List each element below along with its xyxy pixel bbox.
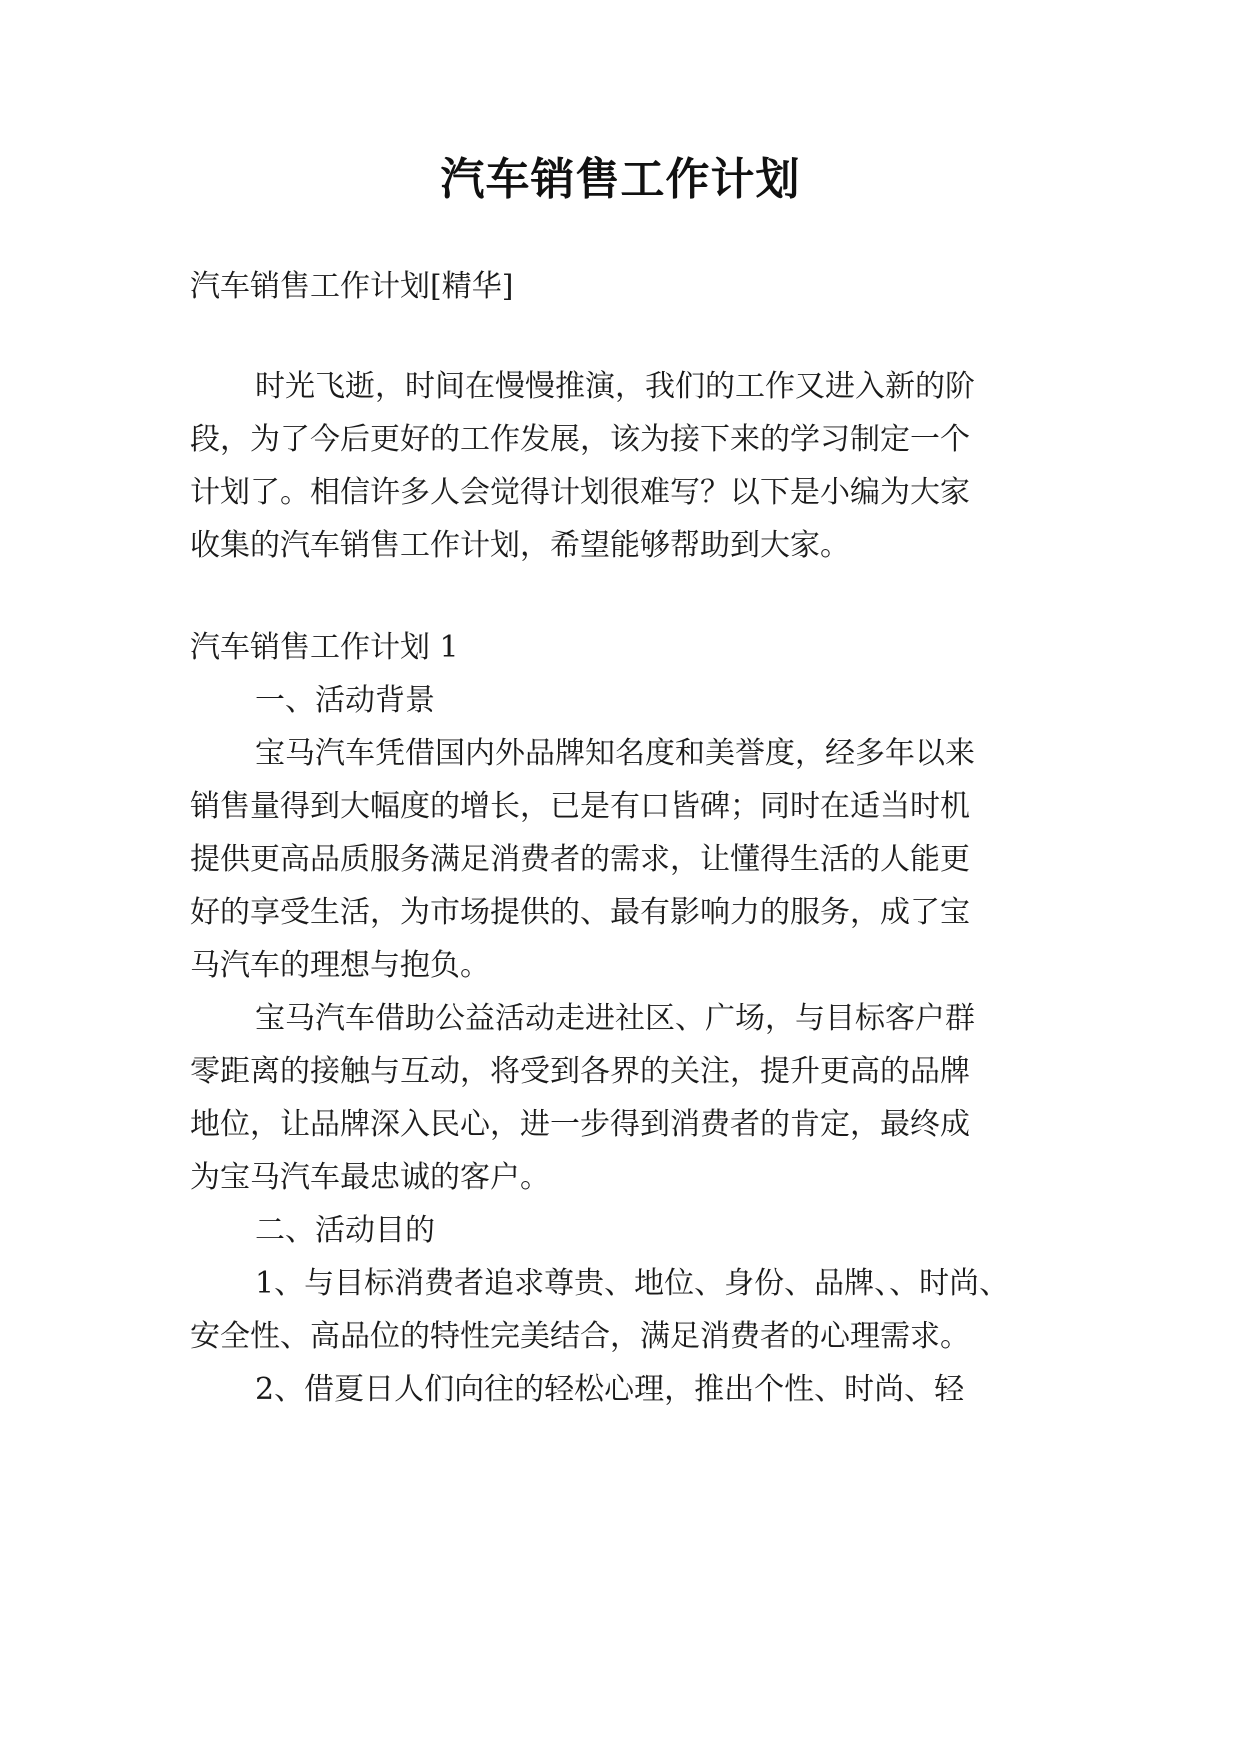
paragraph-line: 销售量得到大幅度的增长，已是有口皆碑；同时在适当时机 — [190, 789, 970, 824]
purpose-item-1-line-2: 安全性、高品位的特性完美结合，满足消费者的心理需求。 — [190, 1319, 970, 1354]
paragraph-line: 好的享受生活，为市场提供的、最有影响力的服务，成了宝 — [190, 895, 970, 930]
paragraph-line: 为宝马汽车最忠诚的客户。 — [190, 1160, 550, 1195]
purpose-item-1-line-1: 1、与目标消费者追求尊贵、地位、身份、品牌、、时尚、 — [255, 1266, 1010, 1301]
paragraph-line: 马汽车的理想与抱负。 — [190, 948, 490, 983]
heading-activity-purpose: 二、活动目的 — [255, 1213, 435, 1248]
paragraph-line: 宝马汽车借助公益活动走进社区、广场，与目标客户群 — [255, 1001, 975, 1036]
purpose-item-2-line-1: 2、借夏日人们向往的轻松心理，推出个性、时尚、轻 — [255, 1372, 965, 1407]
intro-line-4: 收集的汽车销售工作计划，希望能够帮助到大家。 — [190, 528, 850, 563]
intro-line-1: 时光飞逝，时间在慢慢推演，我们的工作又进入新的阶 — [255, 369, 975, 404]
document-title: 汽车销售工作计划 — [440, 154, 801, 205]
intro-line-2: 段，为了今后更好的工作发展，该为接下来的学习制定一个 — [190, 422, 970, 457]
heading-activity-background: 一、活动背景 — [255, 683, 435, 718]
paragraph-line: 零距离的接触与互动，将受到各界的关注，提升更高的品牌 — [190, 1054, 970, 1089]
paragraph-line: 地位，让品牌深入民心，进一步得到消费者的肯定，最终成 — [190, 1107, 970, 1142]
paragraph-line: 宝马汽车凭借国内外品牌知名度和美誉度，经多年以来 — [255, 736, 975, 771]
intro-line-3: 计划了。相信许多人会觉得计划很难写？以下是小编为大家 — [190, 475, 970, 510]
section-heading-plan-1: 汽车销售工作计划 1 — [190, 630, 459, 665]
paragraph-line: 提供更高品质服务满足消费者的需求，让懂得生活的人能更 — [190, 842, 970, 877]
document-subtitle: 汽车销售工作计划[精华] — [190, 269, 514, 304]
